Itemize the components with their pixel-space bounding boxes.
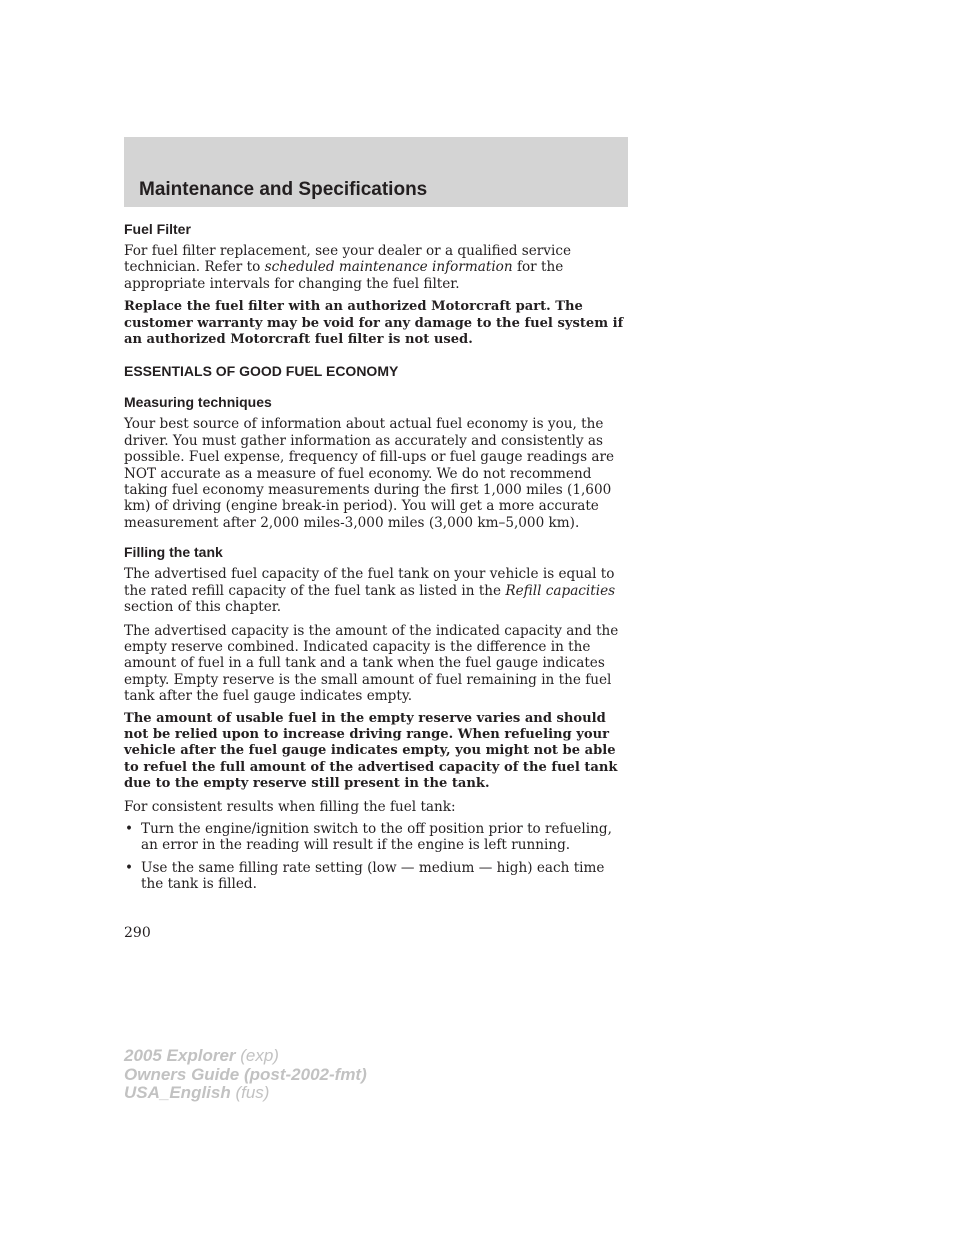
measuring-techniques-paragraph: Your best source of information about actual fuel economy is you, the driver. You must gather information as accurately and consistently as possible. Fuel expense, frequency of fill-ups or fuel gauge readings are NOT accurate as a measure of fuel economy. We do not recommend taking fuel economy measurements during the first 1,000 miles (1,600 km) of driving (engine break-in period). You will get a more accurate measurement after 2,000 miles-3,000 miles (3,000 km–5,000 km).	[124, 416, 615, 531]
section-header-band	[124, 137, 628, 207]
fuel-filter-warning: Replace the fuel filter with an authorized Motorcraft part. The customer warranty may be void for any damage to the fuel system if an authorized Motorcraft fuel filter is not used.	[124, 299, 624, 348]
fuel-filter-text-b: for the appropriate intervals for changing the fuel filter.	[124, 259, 564, 292]
footer-model-code: (exp)	[235, 1046, 279, 1065]
footer-language-code: (fus)	[230, 1083, 270, 1102]
filling-paragraph-1	[124, 566, 630, 615]
page-number: 290	[124, 925, 151, 941]
footer-guide: Owners Guide (post-2002-fmt)	[124, 1064, 367, 1084]
filling-text-a: The advertised fuel capacity of the fuel tank on your vehicle is equal to the rated refill capacity of the fuel tank as listed in the	[124, 566, 615, 599]
footer-model: 2005 Explorer	[124, 1046, 236, 1065]
document-footer	[124, 1047, 367, 1103]
scheduled-maintenance-reference: scheduled maintenance information	[264, 259, 513, 276]
list-item: • Turn the engine/ignition switch to the off position prior to refueling, an error in the reading will result if the engine is left running.	[124, 821, 630, 854]
essentials-heading: ESSENTIALS OF GOOD FUEL ECONOMY	[124, 363, 399, 380]
empty-reserve-warning: The amount of usable fuel in the empty reserve varies and should not be relied upon to increase driving range. When refueling your vehicle after the fuel gauge indicates empty, you might not be able to refuel the full amount of the advertised capacity of the fuel tank due to the empty reserve still present in the tank.	[124, 710, 618, 792]
fuel-filter-heading: Fuel Filter	[124, 221, 191, 237]
fuel-filter-text-a: For fuel filter replacement, see your dealer or a qualified service technician. Refer to	[124, 243, 571, 276]
filling-the-tank-heading: Filling the tank	[124, 544, 223, 561]
page-content	[124, 220, 630, 893]
fuel-filter-paragraph	[124, 243, 630, 292]
filling-intro: For consistent results when filling the fuel tank:	[124, 798, 456, 815]
filling-bullet-list	[124, 821, 630, 893]
footer-line-2	[124, 1066, 367, 1085]
measuring-techniques-heading: Measuring techniques	[124, 394, 272, 411]
filling-paragraph-2: The advertised capacity is the amount of the indicated capacity and the empty reserve combined. Indicated capacity is the difference in the amount of fuel in a full tank and a tank when the fuel gauge indicates empty. Empty reserve is the small amount of fuel remaining in the fuel tank after the fuel gauge indicates empty.	[124, 622, 619, 705]
footer-language: USA_English	[124, 1083, 231, 1102]
footer-line-3	[124, 1084, 367, 1103]
section-title: Maintenance and Specifications	[139, 179, 428, 200]
refill-capacities-reference: Refill capacities	[505, 582, 616, 599]
list-item: • Use the same filling rate setting (low — medium — high) each time the tank is filled.	[124, 860, 630, 893]
footer-line-1	[124, 1047, 367, 1066]
filling-text-b: section of this chapter.	[124, 599, 282, 616]
